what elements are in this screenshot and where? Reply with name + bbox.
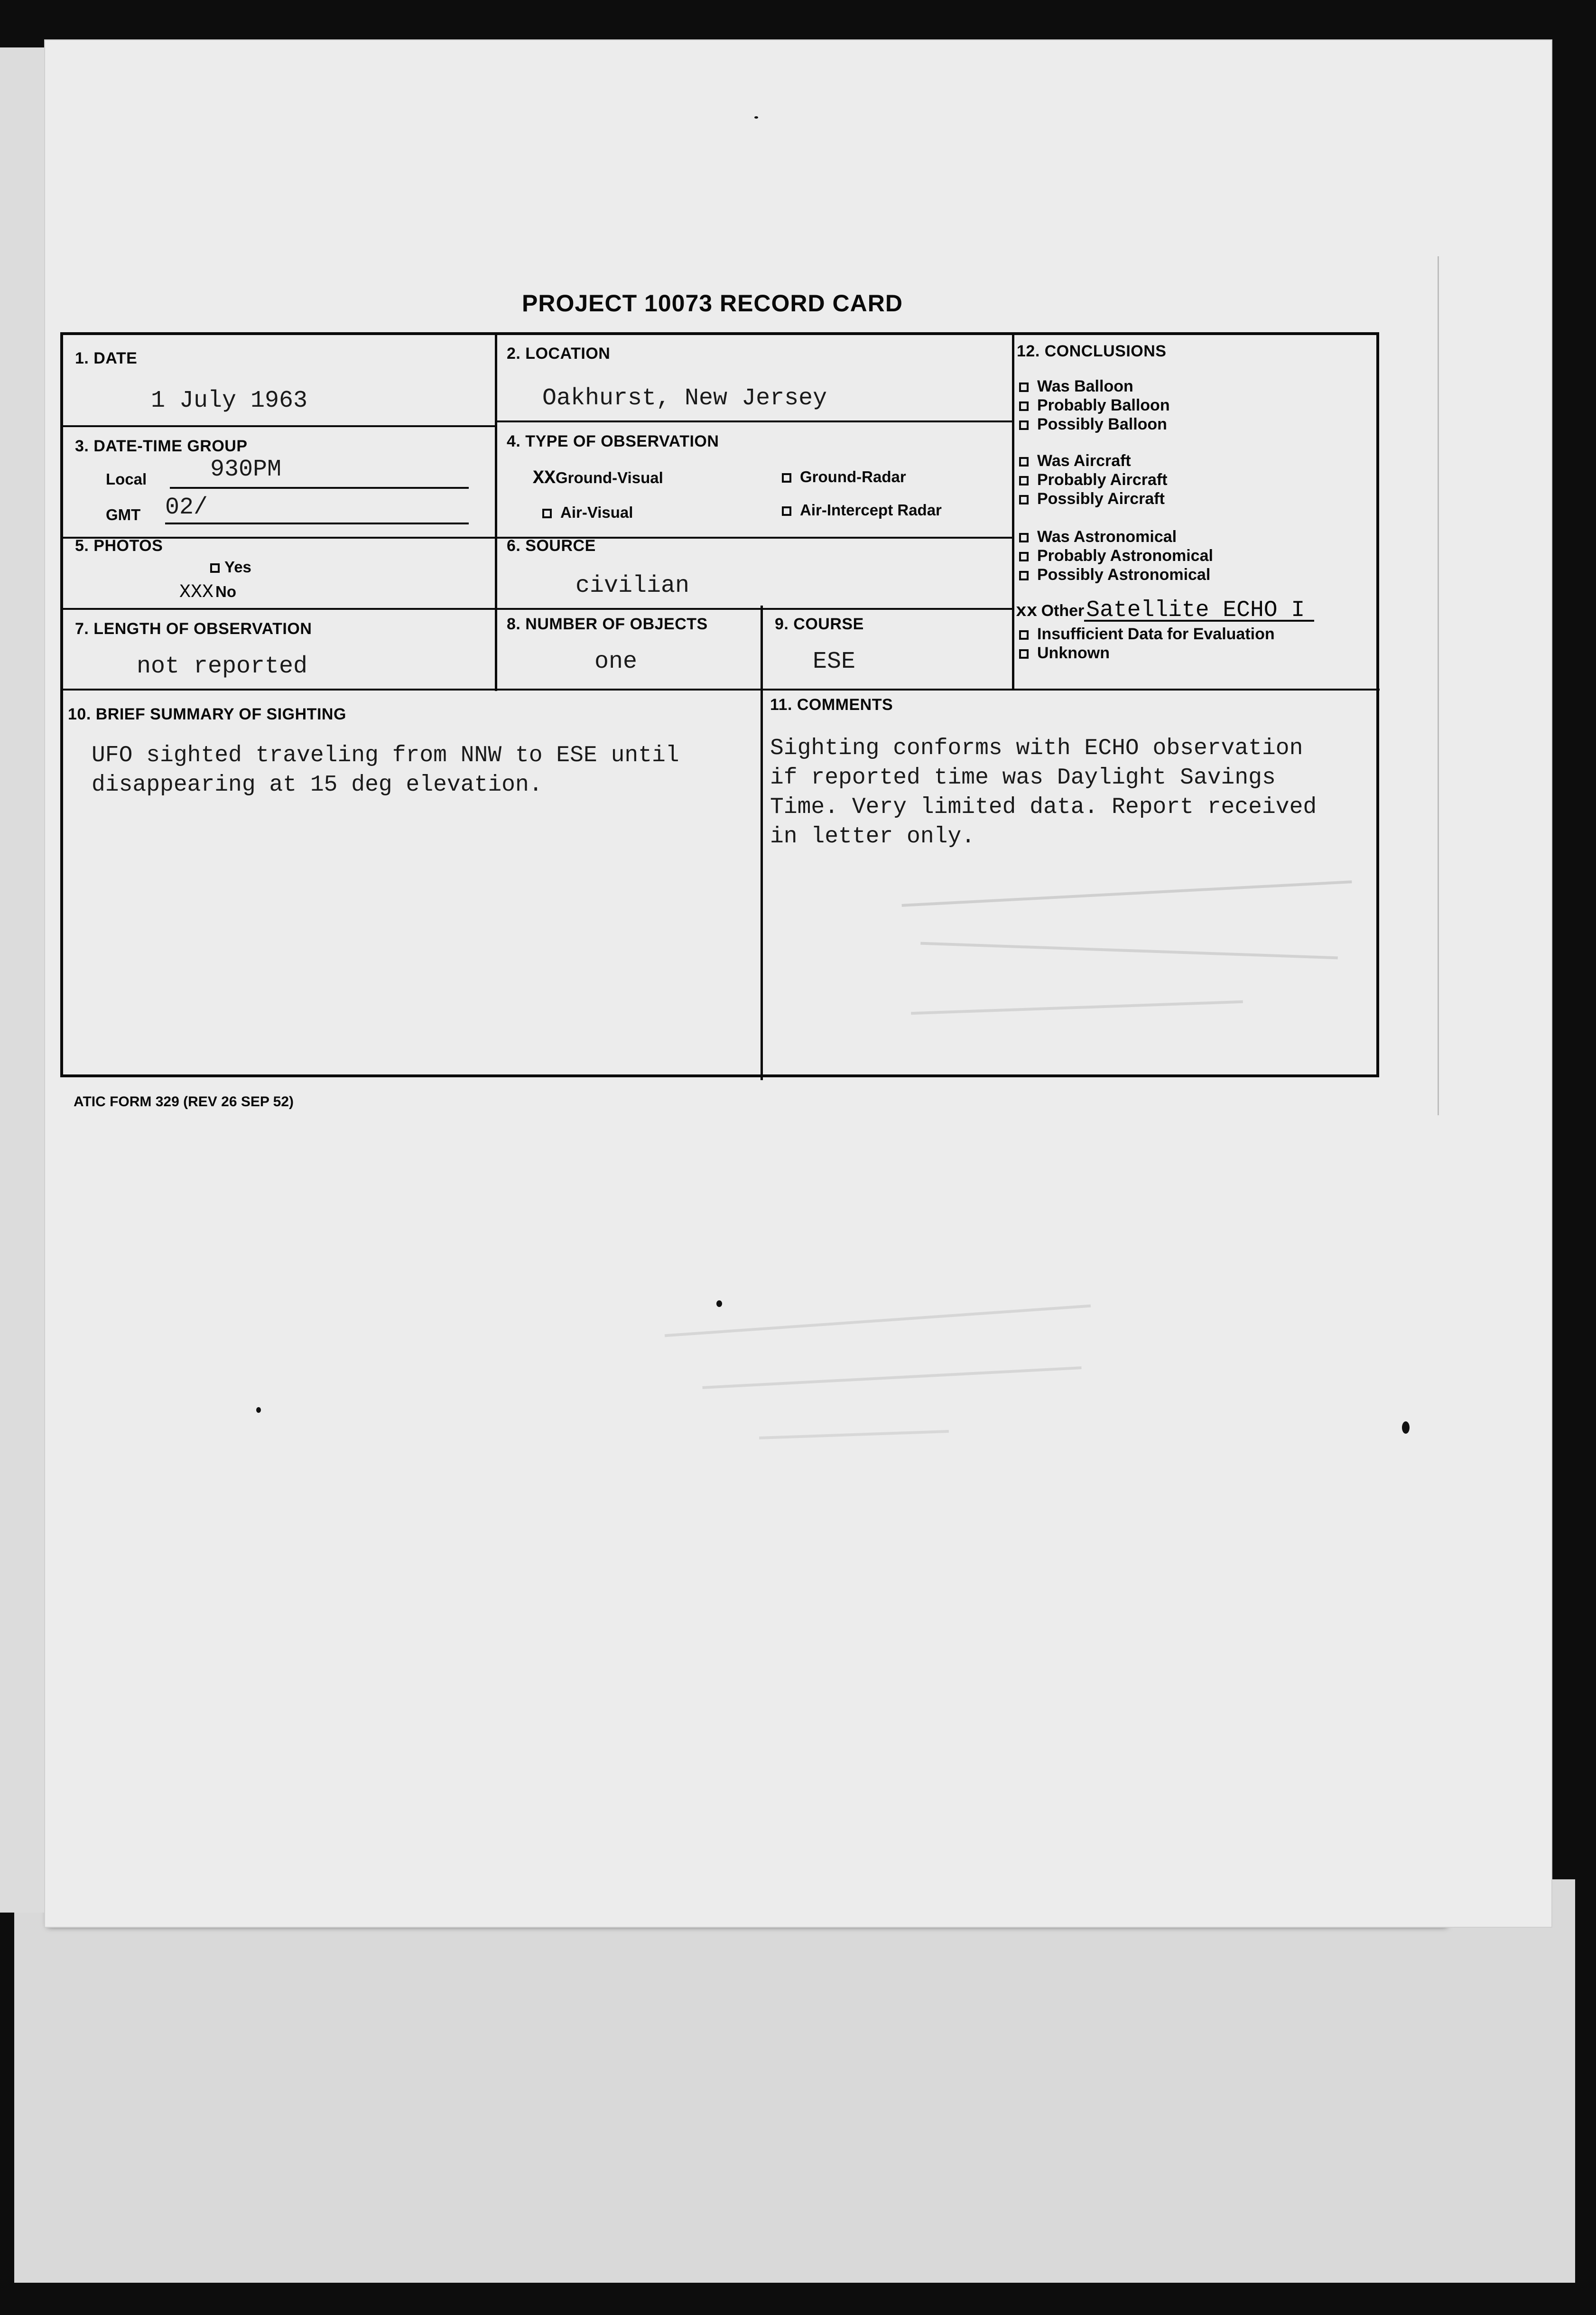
conclusion-text: Unknown bbox=[1037, 644, 1110, 662]
length-of-observation-value: not reported bbox=[137, 653, 308, 680]
divider bbox=[63, 425, 495, 427]
photos-no-mark: XXX bbox=[179, 582, 214, 603]
number-of-objects-value: one bbox=[594, 648, 638, 675]
conclusion-text: Was Astronomical bbox=[1037, 528, 1177, 546]
comments-line-3: Time. Very limited data. Report received bbox=[770, 794, 1317, 820]
dust-speck bbox=[716, 1300, 722, 1307]
record-card bbox=[60, 332, 1379, 1077]
comments-line-2: if reported time was Daylight Savings bbox=[770, 765, 1276, 791]
comments-line-1: Sighting conforms with ECHO observation bbox=[770, 736, 1303, 761]
dust-speck bbox=[1402, 1421, 1410, 1434]
checkbox bbox=[1019, 476, 1029, 485]
comments-line-4: in letter only. bbox=[770, 824, 975, 849]
card-title: PROJECT 10073 RECORD CARD bbox=[522, 290, 903, 317]
conclusion-text: Insufficient Data for Evaluation bbox=[1037, 625, 1275, 643]
conclusion-was-astronomical bbox=[1019, 527, 1177, 546]
checkbox bbox=[1019, 630, 1029, 640]
ground-visual-option bbox=[533, 468, 663, 489]
local-value: 930PM bbox=[210, 456, 282, 483]
conclusion-was-balloon bbox=[1019, 377, 1133, 396]
dust-speck bbox=[754, 116, 758, 119]
ground-radar-checkbox bbox=[782, 473, 791, 483]
location-value: Oakhurst, New Jersey bbox=[542, 385, 827, 412]
air-visual-checkbox bbox=[542, 509, 552, 518]
summary-label: 10. BRIEF SUMMARY OF SIGHTING bbox=[68, 705, 346, 723]
conclusion-insufficient-data bbox=[1019, 625, 1275, 644]
divider bbox=[63, 689, 1380, 691]
date-time-group-label: 3. DATE-TIME GROUP bbox=[75, 437, 248, 455]
photos-yes-checkbox bbox=[210, 563, 220, 573]
summary-line-2: disappearing at 15 deg elevation. bbox=[92, 772, 543, 798]
conclusion-was-aircraft bbox=[1019, 451, 1131, 470]
air-intercept-radar-option bbox=[782, 501, 942, 519]
divider bbox=[495, 420, 1012, 422]
other-mark: xx bbox=[1016, 601, 1038, 622]
checkbox bbox=[1019, 457, 1029, 467]
air-intercept-radar-checkbox bbox=[782, 506, 791, 516]
checkbox bbox=[1019, 401, 1029, 411]
divider bbox=[1012, 335, 1014, 689]
conclusion-text: Probably Aircraft bbox=[1037, 471, 1168, 489]
conclusion-possibly-balloon bbox=[1019, 415, 1167, 434]
ground-visual-text: Ground-Visual bbox=[556, 469, 663, 486]
gmt-label: GMT bbox=[106, 506, 141, 523]
form-number: ATIC FORM 329 (REV 26 SEP 52) bbox=[74, 1094, 294, 1110]
air-intercept-radar-text: Air-Intercept Radar bbox=[800, 501, 942, 519]
type-of-observation-label: 4. TYPE OF OBSERVATION bbox=[507, 432, 719, 450]
conclusion-text: Was Aircraft bbox=[1037, 452, 1131, 470]
photos-no-text: No bbox=[215, 583, 237, 600]
conclusion-unknown bbox=[1019, 644, 1110, 663]
dust-speck bbox=[256, 1407, 261, 1413]
course-label: 9. COURSE bbox=[775, 615, 864, 633]
local-label: Local bbox=[106, 470, 147, 488]
length-of-observation-label: 7. LENGTH OF OBSERVATION bbox=[75, 620, 312, 638]
conclusions-label: 12. CONCLUSIONS bbox=[1017, 342, 1167, 360]
paper-edge bbox=[0, 47, 45, 1913]
photos-no-option bbox=[179, 582, 236, 603]
conclusion-text: Possibly Balloon bbox=[1037, 415, 1167, 433]
divider bbox=[761, 606, 763, 1080]
checkbox bbox=[1019, 571, 1029, 580]
course-value: ESE bbox=[813, 648, 856, 675]
local-underline bbox=[170, 487, 469, 489]
other-label: Other bbox=[1041, 602, 1085, 620]
photos-label: 5. PHOTOS bbox=[75, 537, 163, 555]
photos-yes-text: Yes bbox=[224, 558, 251, 576]
air-visual-option bbox=[542, 504, 633, 522]
checkbox bbox=[1019, 552, 1029, 561]
conclusion-other bbox=[1016, 597, 1314, 623]
summary-line-1: UFO sighted traveling from NNW to ESE until bbox=[92, 743, 679, 768]
conclusion-probably-balloon bbox=[1019, 396, 1170, 415]
comments-label: 11. COMMENTS bbox=[770, 696, 893, 714]
underlying-sheet bbox=[14, 1879, 1575, 2283]
location-label: 2. LOCATION bbox=[507, 345, 611, 363]
checkbox bbox=[1019, 533, 1029, 542]
divider bbox=[63, 608, 1012, 610]
conclusion-text: Possibly Aircraft bbox=[1037, 490, 1165, 508]
conclusion-possibly-astronomical bbox=[1019, 565, 1210, 584]
ground-radar-option bbox=[782, 468, 906, 486]
conclusion-text: Possibly Astronomical bbox=[1037, 566, 1211, 584]
other-value: Satellite ECHO I bbox=[1084, 601, 1314, 622]
conclusion-possibly-aircraft bbox=[1019, 489, 1165, 508]
conclusion-text: Probably Balloon bbox=[1037, 396, 1170, 414]
ground-visual-mark: XX bbox=[533, 468, 556, 489]
ground-radar-text: Ground-Radar bbox=[800, 468, 906, 485]
gmt-value: 02/ bbox=[165, 494, 208, 521]
gmt-underline bbox=[165, 523, 469, 524]
checkbox bbox=[1019, 383, 1029, 392]
source-label: 6. SOURCE bbox=[507, 537, 596, 555]
divider bbox=[495, 335, 497, 691]
checkbox bbox=[1019, 420, 1029, 430]
conclusion-probably-astronomical bbox=[1019, 546, 1213, 565]
number-of-objects-label: 8. NUMBER OF OBJECTS bbox=[507, 615, 708, 633]
checkbox bbox=[1019, 495, 1029, 504]
checkbox bbox=[1019, 649, 1029, 659]
conclusion-text: Was Balloon bbox=[1037, 377, 1133, 395]
date-value: 1 July 1963 bbox=[151, 387, 308, 414]
photos-yes-option bbox=[210, 558, 251, 576]
date-label: 1. DATE bbox=[75, 349, 138, 367]
source-value: civilian bbox=[575, 572, 690, 599]
conclusion-text: Probably Astronomical bbox=[1037, 547, 1213, 565]
conclusion-probably-aircraft bbox=[1019, 470, 1168, 489]
air-visual-text: Air-Visual bbox=[560, 504, 633, 521]
